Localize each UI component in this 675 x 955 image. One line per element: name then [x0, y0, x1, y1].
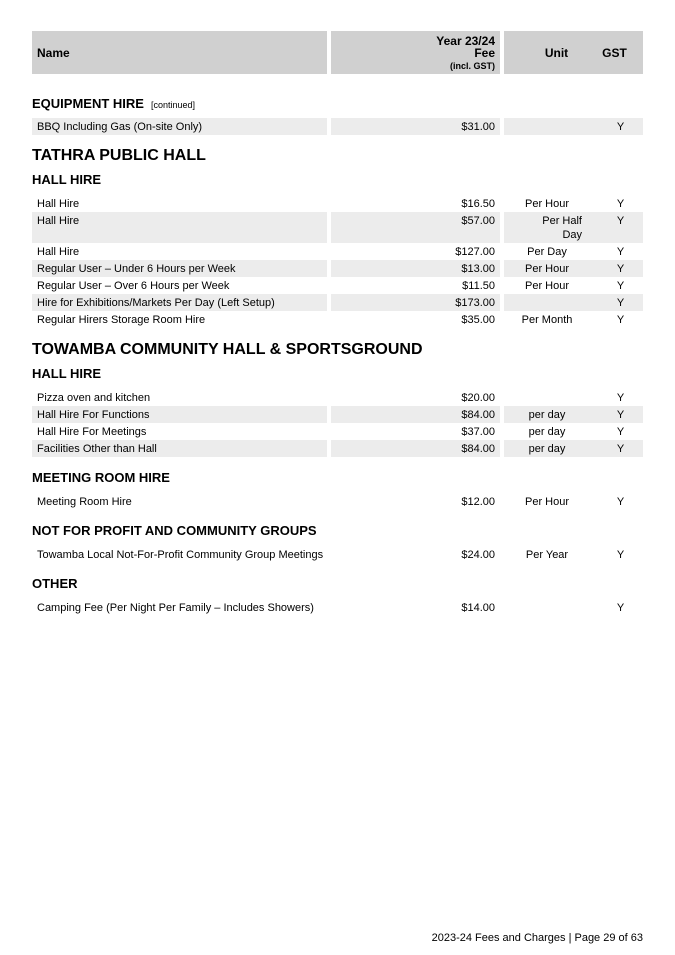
row-fee: $16.50 — [461, 198, 495, 210]
row-unit — [504, 599, 586, 616]
row-name: Hall Hire For Functions — [32, 406, 327, 423]
header-fee-label: Fee — [474, 46, 495, 60]
row-fee: $20.00 — [461, 392, 495, 404]
row-gst: Y — [616, 549, 625, 561]
row-unit: Per Day — [527, 246, 567, 258]
row-unit: Per Hour — [524, 280, 570, 292]
table-row — [32, 389, 643, 406]
section-other: OTHER — [32, 576, 78, 591]
row-fee: $84.00 — [331, 406, 500, 423]
row-fee: $127.00 — [455, 246, 495, 258]
header-fee — [331, 31, 500, 74]
row-name: Hall Hire — [37, 246, 80, 258]
section-tathra-hall-hire: HALL HIRE — [32, 172, 102, 187]
row-unit: Per Hour — [504, 260, 586, 277]
row-gst: Y — [616, 280, 625, 292]
table-row — [32, 546, 643, 563]
row-name: Meeting Room Hire — [37, 496, 132, 508]
section-meeting-room-hire: MEETING ROOM HIRE — [32, 470, 170, 485]
table-row — [32, 294, 643, 311]
continued-note: [continued] — [150, 100, 196, 110]
row-name: Regular User – Over 6 Hours per Week — [37, 280, 230, 292]
venue-title-tathra: TATHRA PUBLIC HALL — [32, 147, 206, 164]
row-unit: per day — [504, 440, 586, 457]
row-name: Camping Fee (Per Night Per Family – Includes Showers) — [37, 602, 314, 614]
section-towamba-hall-hire: HALL HIRE — [32, 366, 102, 381]
row-gst: Y — [616, 198, 625, 210]
table-row — [32, 493, 643, 510]
row-unit — [504, 389, 586, 406]
row-gst: Y — [586, 212, 643, 243]
row-unit: per day — [528, 426, 566, 438]
table-row — [32, 311, 643, 328]
row-fee: $37.00 — [461, 426, 495, 438]
row-gst: Y — [586, 260, 643, 277]
row-unit — [504, 118, 586, 135]
venue-title-towamba: TOWAMBA COMMUNITY HALL & SPORTSGROUND — [32, 341, 423, 358]
row-gst: Y — [616, 392, 625, 404]
table-row — [32, 260, 643, 277]
row-fee: $24.00 — [461, 549, 495, 561]
header-gst: GST — [586, 31, 643, 74]
row-fee: $57.00 — [331, 212, 500, 243]
table-row — [32, 212, 643, 243]
row-name: Hall Hire — [32, 212, 327, 243]
row-unit — [504, 212, 586, 243]
row-gst: Y — [586, 294, 643, 311]
header-name: Name — [32, 31, 327, 74]
row-gst: Y — [586, 118, 643, 135]
row-name: Towamba Local Not-For-Profit Community Group Meetings — [37, 549, 324, 561]
row-unit: Per Hour — [524, 496, 570, 508]
row-fee: $173.00 — [331, 294, 500, 311]
row-name: Pizza oven and kitchen — [37, 392, 151, 404]
row-fee: $14.00 — [461, 602, 495, 614]
row-name: Hire for Exhibitions/Markets Per Day (Left Setup) — [32, 294, 327, 311]
section-equipment-title: EQUIPMENT HIRE — [32, 96, 144, 111]
section-not-for-profit: NOT FOR PROFIT AND COMMUNITY GROUPS — [32, 523, 317, 538]
page-footer: 2023-24 Fees and Charges | Page 29 of 63 — [431, 932, 643, 944]
row-name: Hall Hire For Meetings — [37, 426, 147, 438]
row-fee: $11.50 — [462, 280, 495, 292]
row-name: Hall Hire — [37, 198, 80, 210]
row-unit-line1: Per Half — [542, 215, 582, 227]
header-unit: Unit — [504, 31, 586, 74]
row-gst: Y — [616, 314, 625, 326]
row-fee: $13.00 — [331, 260, 500, 277]
row-unit: Per Month — [521, 314, 573, 326]
row-name: Regular User – Under 6 Hours per Week — [32, 260, 327, 277]
row-gst: Y — [616, 602, 625, 614]
row-unit: Per Hour — [524, 198, 570, 210]
row-unit — [504, 294, 586, 311]
table-header — [32, 31, 643, 74]
row-gst: Y — [616, 426, 625, 438]
table-row — [32, 406, 643, 423]
row-gst: Y — [586, 440, 643, 457]
table-row — [32, 195, 643, 212]
table-row — [32, 423, 643, 440]
row-gst: Y — [586, 406, 643, 423]
table-row — [32, 118, 643, 135]
header-fee-gst-note: (incl. GST) — [450, 61, 495, 71]
table-row — [32, 277, 643, 294]
fees-page — [32, 31, 643, 616]
table-row — [32, 440, 643, 457]
row-name: BBQ Including Gas (On-site Only) — [32, 118, 327, 135]
table-row — [32, 599, 643, 616]
row-unit: per day — [504, 406, 586, 423]
row-unit: Per Year — [525, 549, 569, 561]
row-gst: Y — [616, 246, 625, 258]
row-unit-line2: Day — [562, 229, 582, 241]
table-row — [32, 243, 643, 260]
row-fee: $84.00 — [331, 440, 500, 457]
row-fee: $35.00 — [461, 314, 495, 326]
row-name: Regular Hirers Storage Room Hire — [37, 314, 206, 326]
row-fee: $31.00 — [331, 118, 500, 135]
row-name: Facilities Other than Hall — [32, 440, 327, 457]
row-gst: Y — [616, 496, 625, 508]
row-fee: $12.00 — [461, 496, 495, 508]
header-fee-year: Year 23/24 — [436, 34, 495, 48]
section-equipment-hire — [32, 96, 643, 111]
